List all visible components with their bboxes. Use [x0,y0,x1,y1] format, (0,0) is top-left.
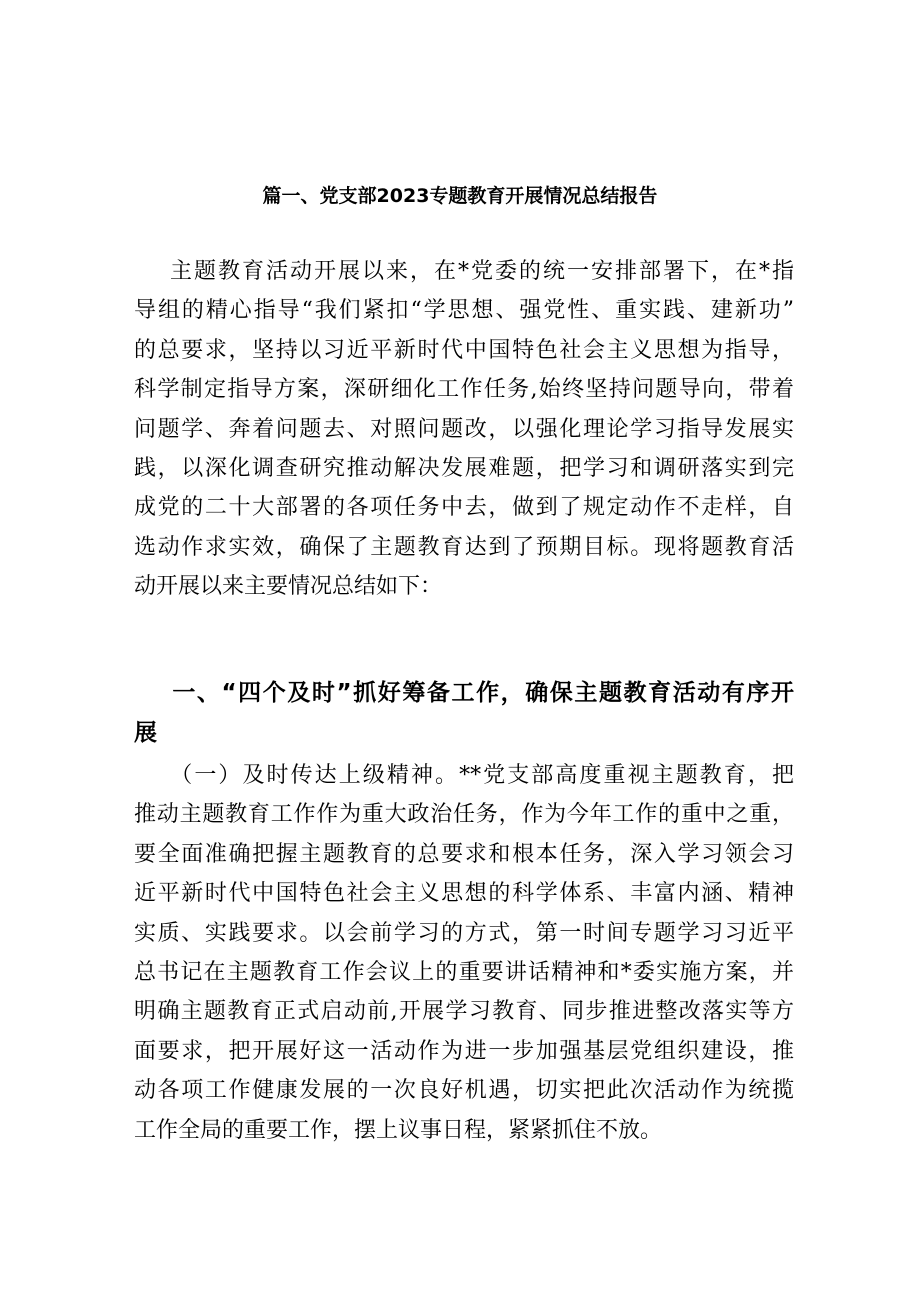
paragraph-line: 要全面准确把握主题教育的总要求和根本任务，深入学习领会习 [134,841,794,867]
paragraph-line: 推动主题教育工作作为重大政治任务，作为今年工作的重中之重， [134,802,794,828]
paragraph-line: 主题教育活动开展以来，在*党委的统一安排部署下，在*指 [134,259,794,284]
document-title: 篇一、党支部2023专题教育开展情况总结报告 [262,185,658,207]
heading-line: 展 [134,720,157,746]
paragraph-line: （一）及时传达上级精神。**党支部高度重视主题教育，把 [134,763,794,788]
paragraph-line: 面要求，把开展好这一活动作为进一步加强基层党组织建设，推 [134,1038,794,1064]
paragraph-line: 总书记在主题教育工作会议上的重要讲话精神和*委实施方案，并 [134,959,794,985]
paragraph-line: 实质、实践要求。以会前学习的方式，第一时间专题学习习近平 [134,920,794,946]
paragraph-line: 明确主题教育正式启动前,开展学习教育、同步推进整改落实等方 [134,999,794,1025]
paragraph-line: 工作全局的重要工作，摆上议事日程，紧紧抓住不放。 [134,1117,663,1143]
paragraph-line: 导组的精心指导“我们紧扣“学思想、强党性、重实践、建新功” [134,298,794,324]
paragraph-line: 科学制定指导方案，深研细化工作任务,始终坚持问题导向，带着 [134,377,794,403]
paragraph-line: 践，以深化调查研究推动解决发展难题，把学习和调研落实到完 [134,455,794,481]
paragraph-line: 动各项工作健康发展的一次良好机遇，切实把此次活动作为统揽 [134,1078,794,1104]
paragraph-subsection-1 [134,756,794,1150]
section-heading [134,673,794,753]
paragraph-line: 动开展以来主要情况总结如下： [134,574,443,600]
paragraph-line: 成党的二十大部署的各项任务中去，做到了规定动作不走样，自 [134,495,794,521]
paragraph-line: 选动作求实效，确保了主题教育达到了预期目标。现将题教育活 [134,534,794,560]
paragraph-intro [134,252,794,607]
paragraph-line: 近平新时代中国特色社会主义思想的科学体系、丰富内涵、精神 [134,881,794,907]
heading-line: 一、“四个及时”抓好筹备工作，确保主题教育活动有序开 [134,680,794,706]
paragraph-line: 的总要求，坚持以习近平新时代中国特色社会主义思想为指导， [134,337,794,363]
paragraph-line: 问题学、奔着问题去、对照问题改，以强化理论学习指导发展实 [134,416,794,442]
